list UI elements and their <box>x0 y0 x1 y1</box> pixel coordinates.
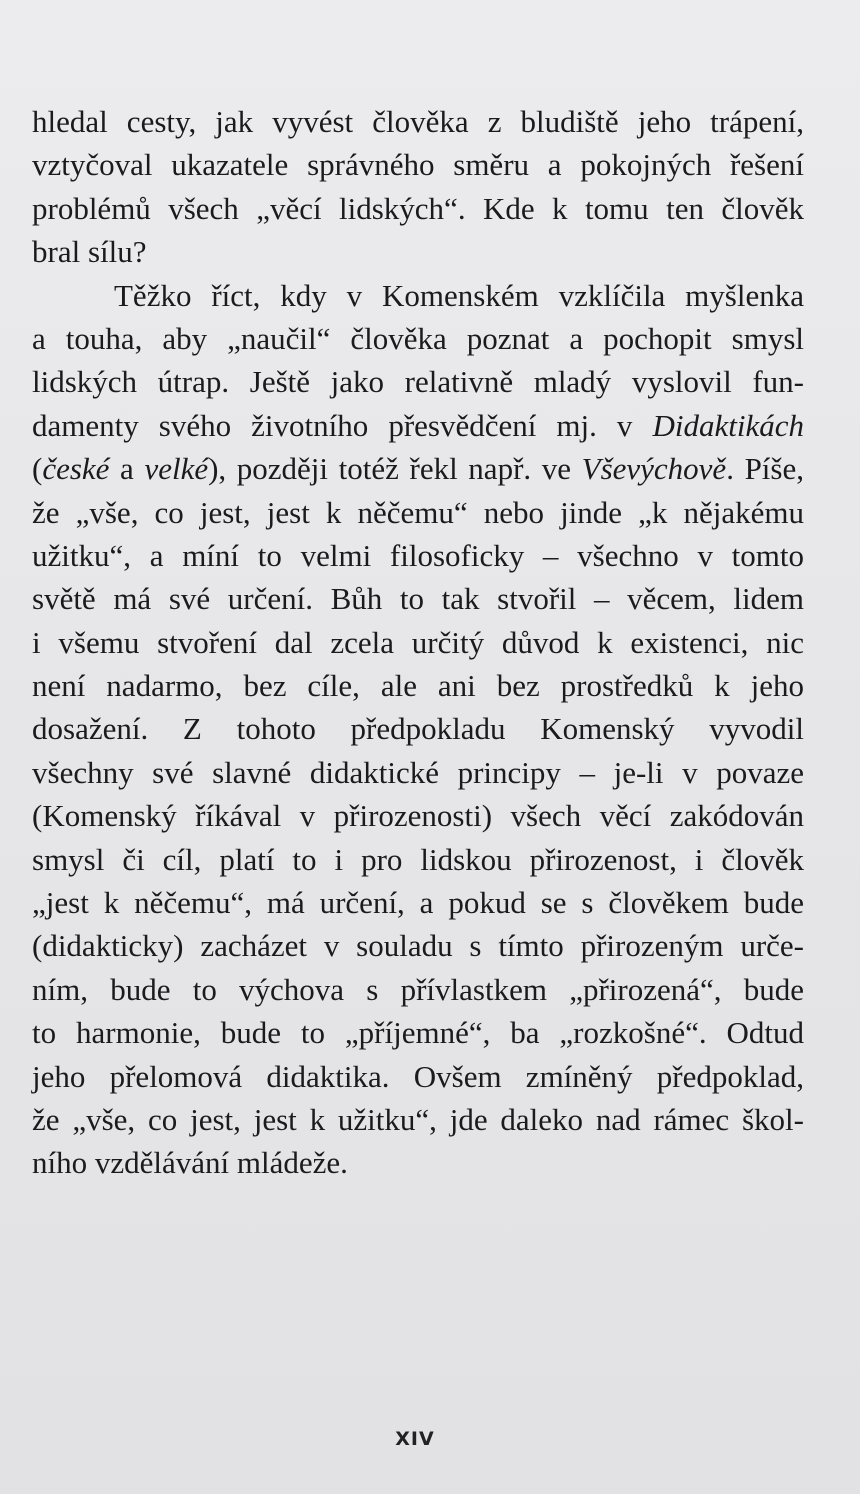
italic-title: velké <box>144 451 209 487</box>
body-text <box>32 100 804 1185</box>
text-line: bral sílu? <box>32 234 147 270</box>
text-line: damenty svého životního přesvědčení mj. v Didaktikách <box>32 407 804 443</box>
text-line: hledal cesty, jak vyvést člověka z bludiště jeho trápení, <box>32 104 804 139</box>
text-line: to harmonie, bude to „příjemné“, ba „rozkošné“. Odtud <box>32 1015 804 1051</box>
text-line: i všemu stvoření dal zcela určitý důvod k existenci, nic <box>32 624 804 660</box>
text-line: ního vzdělávání mládeže. <box>32 1145 348 1181</box>
text-line: užitku“, a míní to velmi filosoficky – všechno v tomto <box>32 537 804 573</box>
paragraph <box>32 274 804 1185</box>
text-line: lidských útrap. Ještě jako relativně mladý vyslovil fun- <box>32 364 804 400</box>
text-line: že „vše, co jest, jest k užitku“, jde daleko nad rámec škol- <box>32 1101 804 1137</box>
paragraph <box>32 100 804 274</box>
text-line: (Komenský říkával v přirozenosti) všech věcí zakódován <box>32 798 804 834</box>
italic-title: Vševýchově <box>581 451 727 487</box>
text-line: vztyčoval ukazatele správného směru a pokojných řešení <box>32 147 804 183</box>
text-line: není nadarmo, bez cíle, ale ani bez prostředků k jeho <box>32 668 804 704</box>
page-number: XIV <box>395 1428 435 1450</box>
text-line: všechny své slavné didaktické principy – je-li v povaze <box>32 754 804 790</box>
text-line: problémů všech „věcí lidských“. Kde k tomu ten člověk <box>32 190 804 226</box>
text-line: Těžko říct, kdy v Komenském vzklíčila myšlenka <box>114 277 804 313</box>
text-line: jeho přelomová didaktika. Ovšem zmíněný předpoklad, <box>32 1058 804 1094</box>
text-line: (české a velké), později totéž řekl např. ve Vševýchově. Píše, <box>32 451 804 487</box>
italic-title: české <box>42 451 110 487</box>
text-line: „jest k něčemu“, má určení, a pokud se s člověkem bude <box>32 885 804 921</box>
text-line: dosažení. Z tohoto předpokladu Komenský vyvodil <box>32 711 804 747</box>
text-line: a touha, aby „naučil“ člověka poznat a pochopit smysl <box>32 320 804 356</box>
italic-title: Didaktikách <box>652 407 804 443</box>
text-line: že „vše, co jest, jest k něčemu“ nebo jinde „k nějakému <box>32 494 804 530</box>
text-line: ním, bude to výchova s přívlastkem „přirozená“, bude <box>32 971 804 1007</box>
text-line: (didakticky) zacházet v souladu s tímto přirozeným urče- <box>32 928 804 964</box>
text-line: smysl či cíl, platí to i pro lidskou přirozenost, i člověk <box>32 841 804 877</box>
text-line: světě má své určení. Bůh to tak stvořil – věcem, lidem <box>32 581 804 617</box>
